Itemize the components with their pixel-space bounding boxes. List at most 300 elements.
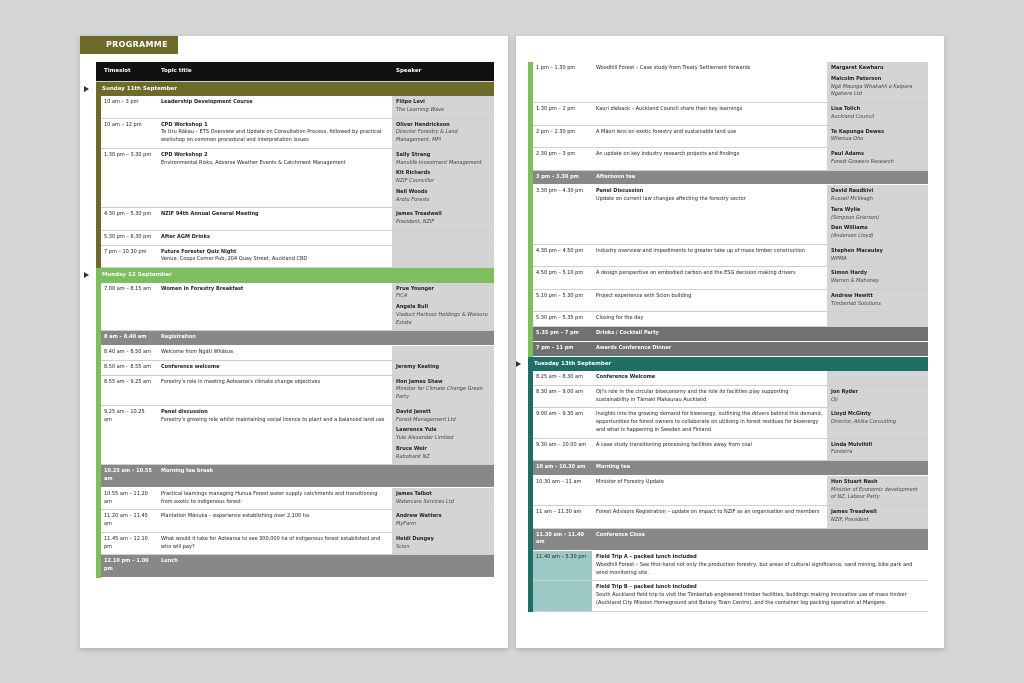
speaker-name: Andrew Watters xyxy=(396,513,442,520)
topic-cell xyxy=(592,171,827,185)
speaker-name: Heidi Dungey xyxy=(396,535,434,542)
timeslot-cell: 10 am – 12 pm xyxy=(104,121,142,128)
header-topic: Topic title xyxy=(161,68,192,74)
timeslot-cell: 7 pm – 11 pm xyxy=(536,344,574,351)
topic-description: Industry overview and impediments to greater take up of mass timber construction xyxy=(596,247,805,254)
topic-description: South Auckland field trip to visit the Timberlab engineered timber facilities, buildings making innovative use of mass timber (Auckland City Mission Homeground and Botany Town Centre), and the container log packing operation at Mangere. xyxy=(596,592,907,606)
speaker-name: Stephen Macauley xyxy=(831,247,883,254)
table-row xyxy=(528,171,928,186)
speaker-role: (Simpson Grierson) xyxy=(831,214,880,221)
tuesday-rows xyxy=(528,371,928,612)
topic-cell xyxy=(592,290,827,312)
speaker-role: Director, Ahika Consulting xyxy=(831,419,897,426)
speaker-name: Linda Mulvihill xyxy=(831,441,873,448)
speaker-name: Prue Younger xyxy=(396,285,434,292)
topic-description: Forest Advisors Registration – update on impact to NZIF as an organisation and members xyxy=(596,509,820,516)
speaker-cell xyxy=(392,555,494,577)
speaker-cell xyxy=(392,149,494,208)
topic-cell xyxy=(157,510,392,532)
speaker-role: Yule Alexander Limited xyxy=(396,435,454,442)
timeslot-cell: 1.30 pm – 2 pm xyxy=(536,106,576,112)
speaker-entry xyxy=(396,364,490,372)
speaker-name: Malcolm Paterson xyxy=(831,75,882,82)
speaker-cell xyxy=(827,327,928,341)
speaker-cell xyxy=(392,465,494,487)
timeslot-cell: 11.45 am – 12.10 pm xyxy=(104,535,148,550)
table-row xyxy=(96,406,494,466)
timeslot-cell: 10 am – 3 pm xyxy=(104,99,139,106)
topic-cell xyxy=(592,461,827,475)
table-row xyxy=(528,245,928,268)
topic-description: Kauri dieback – Auckland Council share their key learnings xyxy=(596,106,743,112)
timeslot-cell: 5.10 pm – 5.30 pm xyxy=(536,292,584,299)
day-header xyxy=(528,357,928,372)
topic-cell xyxy=(157,555,392,577)
speaker-cell xyxy=(827,312,928,326)
speaker-entry xyxy=(396,491,490,507)
day-arrow-icon xyxy=(516,361,521,367)
speaker-cell xyxy=(392,331,494,345)
timeslot-cell: 4.30 pm – 5.30 pm xyxy=(104,211,152,218)
header-speaker: Speaker xyxy=(392,62,494,81)
table-row xyxy=(96,149,494,209)
speaker-entry xyxy=(396,304,490,327)
timeslot-cell: 4.50 pm – 5.10 pm xyxy=(536,270,584,277)
speaker-role: MyFarm xyxy=(396,521,417,528)
day-color-bar xyxy=(96,268,101,578)
timeslot-cell: 2 pm – 2.30 pm xyxy=(536,128,576,135)
topic-description: Woodhill Forest – Case study from Treaty Settlement forwards xyxy=(596,65,751,71)
speaker-role: Scion xyxy=(396,543,410,550)
speaker-role: NZIF, President xyxy=(831,516,869,523)
topic-description: Insights into the growing demand for bioenergy, outlining the drivers behind this demand, opportunities for forest owners to collaborate on utilising in forest residues for bioenergy and what is happening in Sweden and Finland xyxy=(596,411,823,433)
topic-cell xyxy=(157,361,392,375)
topic-cell xyxy=(592,312,827,326)
speaker-role: Director Forestry & Land Management, MPI xyxy=(396,129,458,144)
speaker-name: James Talbot xyxy=(396,490,432,497)
speaker-cell xyxy=(392,119,494,148)
speaker-name: Bruce Weir xyxy=(396,445,427,452)
day-section xyxy=(96,82,494,269)
topic-description: Minister of Forestry Update xyxy=(596,478,665,485)
speaker-entry xyxy=(396,427,490,443)
speaker-role: Manulife Investment Management xyxy=(396,159,482,166)
topic-cell xyxy=(592,408,827,437)
speaker-entry xyxy=(831,293,924,309)
speaker-cell xyxy=(827,529,928,551)
left-page xyxy=(80,36,508,648)
timeslot-cell: 10 am – 10.30 am xyxy=(536,464,586,471)
topic-cell xyxy=(157,346,392,360)
table-row xyxy=(528,476,928,506)
speaker-role: WPMA xyxy=(831,255,847,262)
topic-title: NZIF 94th Annual General Meeting xyxy=(161,211,259,218)
speaker-role: NZIF Councillor xyxy=(396,178,435,185)
speaker-cell xyxy=(827,439,928,461)
speaker-name: Andrew Hewitt xyxy=(831,292,873,299)
table-row xyxy=(96,331,494,346)
table-row xyxy=(528,408,928,438)
topic-cell xyxy=(157,231,392,245)
timeslot-cell: 10.55 am – 11.20 am xyxy=(104,490,148,505)
speaker-name: Hon Stuart Nash xyxy=(831,478,878,485)
topic-title: Leadership Development Course xyxy=(161,99,253,106)
table-row xyxy=(96,96,494,119)
speaker-name: Dan Williams xyxy=(831,225,868,232)
speaker-entry xyxy=(831,248,924,264)
topic-description: A design perspective on embodied carbon and the ESG decision making drivers xyxy=(596,270,796,277)
speaker-cell xyxy=(827,290,928,312)
topic-description: Forestry's growing role whilst maintaining social licence to plant and a balanced land use xyxy=(161,416,385,423)
topic-cell xyxy=(592,506,827,528)
timeslot-cell: 1 pm – 1.30 pm xyxy=(536,65,576,71)
topic-cell xyxy=(157,283,392,331)
speaker-name: David Raudkivi xyxy=(831,188,874,195)
topic-cell xyxy=(592,342,827,356)
timeslot-cell: 8.40 am – 8.50 am xyxy=(104,349,151,356)
topic-title: CPD Workshop 2 xyxy=(161,151,208,158)
speaker-role: Russell McVeagh xyxy=(831,196,873,202)
topic-cell xyxy=(592,371,827,385)
speaker-role: Viaduct Harbour Holdings & Waiouru Estate xyxy=(396,311,488,326)
speaker-entry xyxy=(831,479,924,502)
speaker-cell xyxy=(827,62,928,102)
speaker-role: (Anderson Lloyd) xyxy=(831,233,874,239)
speaker-role: FICA xyxy=(396,293,408,300)
speaker-role: Forest Management Ltd xyxy=(396,416,456,423)
speaker-name: Kit Richards xyxy=(396,170,431,177)
speaker-name: Angela Bull xyxy=(396,304,429,311)
table-row xyxy=(528,62,928,103)
timeslot-cell: 10.30 am – 11 am xyxy=(536,478,582,485)
speaker-cell xyxy=(827,506,928,528)
timeslot-cell: 4.30 pm – 4.50 pm xyxy=(536,247,584,254)
speaker-entry xyxy=(396,409,490,425)
speaker-role: Fonterra xyxy=(831,449,853,456)
table-row xyxy=(96,346,494,361)
topic-cell xyxy=(592,439,827,461)
speaker-cell xyxy=(392,376,494,405)
table-row xyxy=(528,327,928,342)
timeslot-cell: 1.30 pm – 3.30 pm xyxy=(104,151,152,158)
timeslot-cell: 9.25 am – 10.25 am xyxy=(104,408,145,423)
day-color-bar xyxy=(528,357,533,612)
speaker-name: Te Kapunga Dewes xyxy=(831,128,885,135)
speaker-entry xyxy=(831,225,924,241)
topic-description: Update on current law changes affecting the forestry sector xyxy=(596,196,746,202)
speaker-entry xyxy=(396,446,490,462)
speaker-role: Whenua Oho xyxy=(831,136,864,143)
topic-cell xyxy=(157,331,392,345)
table-row xyxy=(96,555,494,578)
topic-cell xyxy=(592,126,827,148)
speaker-role: President, NZIF xyxy=(396,219,435,226)
timeslot-cell: 9.00 am – 9.30 am xyxy=(536,411,583,418)
topic-cell xyxy=(592,476,827,505)
topic-description: What would it take for Aotearoa to see 300,000 ha of indigenous forest established and who will pay? xyxy=(161,535,381,550)
table-row xyxy=(96,376,494,406)
speaker-role: Oji xyxy=(831,396,838,403)
topic-cell xyxy=(592,267,827,289)
timeslot-cell: 11.20 am – 11.45 am xyxy=(104,513,148,528)
day-section xyxy=(96,268,494,578)
speaker-name: James Treadwell xyxy=(831,509,877,516)
day-section xyxy=(528,62,928,357)
speaker-cell xyxy=(827,126,928,148)
speaker-role: The Learning Wave xyxy=(396,106,445,113)
topic-description: Forestry's role in meeting Aotearoa's climate change objectives xyxy=(161,378,321,385)
table-row xyxy=(528,267,928,290)
topic-cell xyxy=(592,245,827,267)
schedule-table-right xyxy=(528,62,928,612)
speaker-cell xyxy=(827,342,928,356)
speaker-role: Auckland Council xyxy=(831,113,875,120)
topic-description: Environmental Risks, Adverse Weather Events & Catchment Management xyxy=(161,159,346,166)
topic-title: Field Trip B – packed lunch included xyxy=(596,584,697,591)
table-row xyxy=(528,103,928,126)
timeslot-cell: 11.40 am – 5.30 pm xyxy=(528,551,592,580)
speaker-name: Tara Wylie xyxy=(831,206,861,213)
timeslot-cell: 8 am – 8.40 am xyxy=(104,334,147,341)
topic-cell xyxy=(157,246,392,268)
table-row xyxy=(528,461,928,476)
speaker-cell xyxy=(827,171,928,185)
table-row xyxy=(528,290,928,313)
topic-title: Conference welcome xyxy=(161,363,220,370)
speaker-entry xyxy=(831,129,924,145)
topic-cell xyxy=(157,376,392,405)
topic-description: Venue: Coops Corner Pub, 204 Quay Street, Auckland CBD xyxy=(161,256,308,263)
topic-cell xyxy=(592,103,827,125)
speaker-entry xyxy=(831,389,924,405)
topic-cell xyxy=(157,149,392,208)
speaker-cell xyxy=(392,361,494,375)
table-row xyxy=(96,465,494,488)
timeslot-cell: 3 pm – 3.30 pm xyxy=(536,173,579,180)
topic-cell xyxy=(157,96,392,118)
speaker-name: Margaret Kawharu xyxy=(831,65,884,71)
speaker-name: Hon James Shaw xyxy=(396,378,443,385)
speaker-cell xyxy=(827,267,928,289)
table-row xyxy=(528,506,928,529)
speaker-entry xyxy=(831,106,924,122)
topic-title: Conference Close xyxy=(596,531,645,538)
topic-cell xyxy=(592,327,827,341)
speaker-cell xyxy=(827,386,928,408)
table-row xyxy=(528,581,928,611)
speaker-name: Sally Strang xyxy=(396,151,431,158)
timeslot-cell xyxy=(528,581,592,610)
topic-cell xyxy=(157,488,392,510)
speaker-cell xyxy=(392,246,494,268)
timeslot-cell: 5.30 pm – 5.35 pm xyxy=(536,315,584,322)
speaker-name: Simon Hardy xyxy=(831,270,868,277)
topic-title: Lunch xyxy=(161,558,178,565)
speaker-role: Forest Growers Research xyxy=(831,158,894,165)
day-color-bar xyxy=(528,62,533,357)
topic-title: Future Forester Quiz Night xyxy=(161,248,237,255)
timeslot-cell: 8.30 am – 9.00 am xyxy=(536,388,583,395)
header-timeslot: Timeslot xyxy=(104,68,131,74)
topic-cell xyxy=(592,62,827,102)
topic-cell xyxy=(157,465,392,487)
speaker-entry xyxy=(396,122,490,145)
topic-title: Conference Welcome xyxy=(596,374,656,381)
speaker-cell xyxy=(392,406,494,465)
speaker-cell xyxy=(827,408,928,437)
day-arrow-icon xyxy=(84,272,89,278)
speaker-cell xyxy=(392,96,494,118)
timeslot-cell: 2.30 pm – 3 pm xyxy=(536,151,576,157)
speaker-cell xyxy=(392,510,494,532)
day-arrow-icon xyxy=(84,86,89,92)
table-row xyxy=(528,551,928,581)
timeslot-cell: 12.10 pm – 1.00 pm xyxy=(104,558,149,573)
speaker-name: Lisa Tolich xyxy=(831,106,861,112)
programme-tag: PROGRAMME xyxy=(80,36,178,54)
timeslot-cell: 5.30 pm – 6.30 pm xyxy=(104,233,152,240)
speaker-name: Lawrence Yule xyxy=(396,427,437,434)
table-row xyxy=(96,246,494,269)
topic-title: Panel discussion xyxy=(161,408,208,415)
table-row xyxy=(96,231,494,246)
table-row xyxy=(96,488,494,511)
topic-description: Oji's role in the circular bioeconomy and the role its facilities play supporting sustainability in Tāmaki Makaurau Auckland xyxy=(596,388,789,403)
speaker-name: Jeremy Keating xyxy=(396,363,440,370)
topic-title: Afternoon tea xyxy=(596,173,636,180)
speaker-role: Minister for Climate Change Green Party xyxy=(396,386,483,401)
day-label: Tuesday 13th September xyxy=(534,360,612,367)
topic-cell xyxy=(157,533,392,555)
timeslot-cell: 7 pm – 10.30 pm xyxy=(104,248,147,255)
timeslot-cell: 8.55 am – 9.25 am xyxy=(104,378,151,385)
table-row xyxy=(528,439,928,462)
topic-cell xyxy=(157,119,392,148)
topic-cell xyxy=(157,406,392,465)
speaker-name: Jon Ryder xyxy=(831,388,858,395)
speaker-cell xyxy=(827,245,928,267)
table-row xyxy=(528,342,928,357)
speaker-entry xyxy=(396,211,490,227)
speaker-entry xyxy=(396,513,490,529)
speaker-name: Paul Adams xyxy=(831,151,864,157)
topic-description: An update on key industry research projects and findings xyxy=(596,151,740,157)
table-header xyxy=(96,62,494,82)
speaker-cell xyxy=(827,103,928,125)
speaker-entry xyxy=(831,270,924,286)
speaker-cell xyxy=(392,231,494,245)
speaker-entry xyxy=(396,286,490,302)
schedule-table-left xyxy=(96,62,494,578)
table-row xyxy=(528,312,928,327)
table-row xyxy=(96,533,494,556)
speaker-entry xyxy=(396,99,490,115)
table-row xyxy=(96,119,494,149)
timeslot-cell: 5.35 pm – 7 pm xyxy=(536,330,579,336)
topic-description: Project experience with Scion building xyxy=(596,292,692,299)
topic-cell xyxy=(592,185,827,244)
day-header xyxy=(96,82,494,97)
table-row xyxy=(528,148,928,171)
speaker-cell xyxy=(392,208,494,230)
table-row xyxy=(96,361,494,376)
topic-title: Panel Discussion xyxy=(596,188,644,195)
speaker-cell xyxy=(827,461,928,475)
topic-title: Awards Conference Dinner xyxy=(596,344,672,351)
topic-cell xyxy=(592,386,827,408)
topic-description: Closing for the day xyxy=(596,315,644,322)
topic-description: Te Uru Rākau – ETS Overview and Update on Consultation Process, followed by practical workshop on common procedural and interpretation issues xyxy=(161,129,382,144)
timeslot-cell: 7.00 am – 8.15 am xyxy=(104,285,151,292)
table-row xyxy=(528,371,928,386)
speaker-entry xyxy=(831,76,924,99)
topic-description: Woodhill Forest – See first-hand not only the production forestry, but areas of cultural significance, sand mining, bike park and wind monitoring site. xyxy=(596,561,913,576)
timeslot-cell: 11 am – 11.30 am xyxy=(536,509,582,516)
speaker-cell xyxy=(392,346,494,360)
speaker-name: David Janett xyxy=(396,408,431,415)
speaker-entry xyxy=(396,152,490,168)
speaker-entry xyxy=(396,189,490,205)
speaker-entry xyxy=(831,442,924,458)
speaker-entry xyxy=(831,65,924,73)
topic-title: Registration xyxy=(161,334,196,341)
topic-cell xyxy=(592,581,928,610)
topic-cell xyxy=(592,148,827,170)
speaker-entry xyxy=(831,188,924,204)
speaker-entry xyxy=(396,536,490,552)
timeslot-cell: 3.30 pm – 4.30 pm xyxy=(536,188,584,195)
speaker-role: Ngā Maunga Whakahii o Kaipara Ngahere Ltd xyxy=(831,83,913,98)
speaker-role: Minister of Economic development of NZ, Labour Party xyxy=(831,486,918,501)
topic-title: Drinks / Cocktail Party xyxy=(596,330,659,336)
timeslot-cell: 10.25 am – 10.55 am xyxy=(104,468,152,483)
speaker-cell xyxy=(827,148,928,170)
timeslot-cell: 8.25 am – 8.30 am xyxy=(536,374,583,381)
topic-description: Plantation Mānuka – experience establishing over 2,100 ha xyxy=(161,513,310,520)
right-page xyxy=(516,36,944,648)
speaker-entry xyxy=(396,379,490,402)
day-header xyxy=(96,268,494,283)
topic-cell xyxy=(157,208,392,230)
speaker-role: Timberlab Solutions xyxy=(831,300,881,307)
topic-cell xyxy=(592,551,928,580)
table-row xyxy=(528,185,928,245)
topic-title: After AGM Drinks xyxy=(161,233,210,240)
topic-description: Welcome from Ngāti Whātua xyxy=(161,349,233,356)
speaker-cell xyxy=(392,533,494,555)
table-row xyxy=(96,510,494,533)
topic-title: Women in Forestry Breakfast xyxy=(161,285,244,292)
day-color-bar xyxy=(96,82,101,269)
speaker-name: Oliver Hendrickson xyxy=(396,121,450,128)
speaker-cell xyxy=(827,476,928,505)
table-row xyxy=(96,208,494,231)
topic-description: A Māori lens on exotic forestry and sustainable land use xyxy=(596,128,737,135)
speaker-entry xyxy=(831,207,924,223)
speaker-name: James Treadwell xyxy=(396,211,442,218)
table-row xyxy=(528,126,928,149)
day-label: Monday 12 September xyxy=(102,272,172,279)
table-row xyxy=(96,283,494,332)
speaker-role: Watercare Services Ltd xyxy=(396,498,454,505)
speaker-cell xyxy=(392,283,494,331)
timeslot-cell: 9.30 am – 10.00 am xyxy=(536,441,587,448)
speaker-name: Neil Woods xyxy=(396,188,428,195)
topic-title: Field Trip A – packed lunch included xyxy=(596,554,697,561)
day-label: Sunday 11th September xyxy=(102,85,177,92)
speaker-name: Filipo Levi xyxy=(396,99,425,106)
table-row xyxy=(528,386,928,409)
